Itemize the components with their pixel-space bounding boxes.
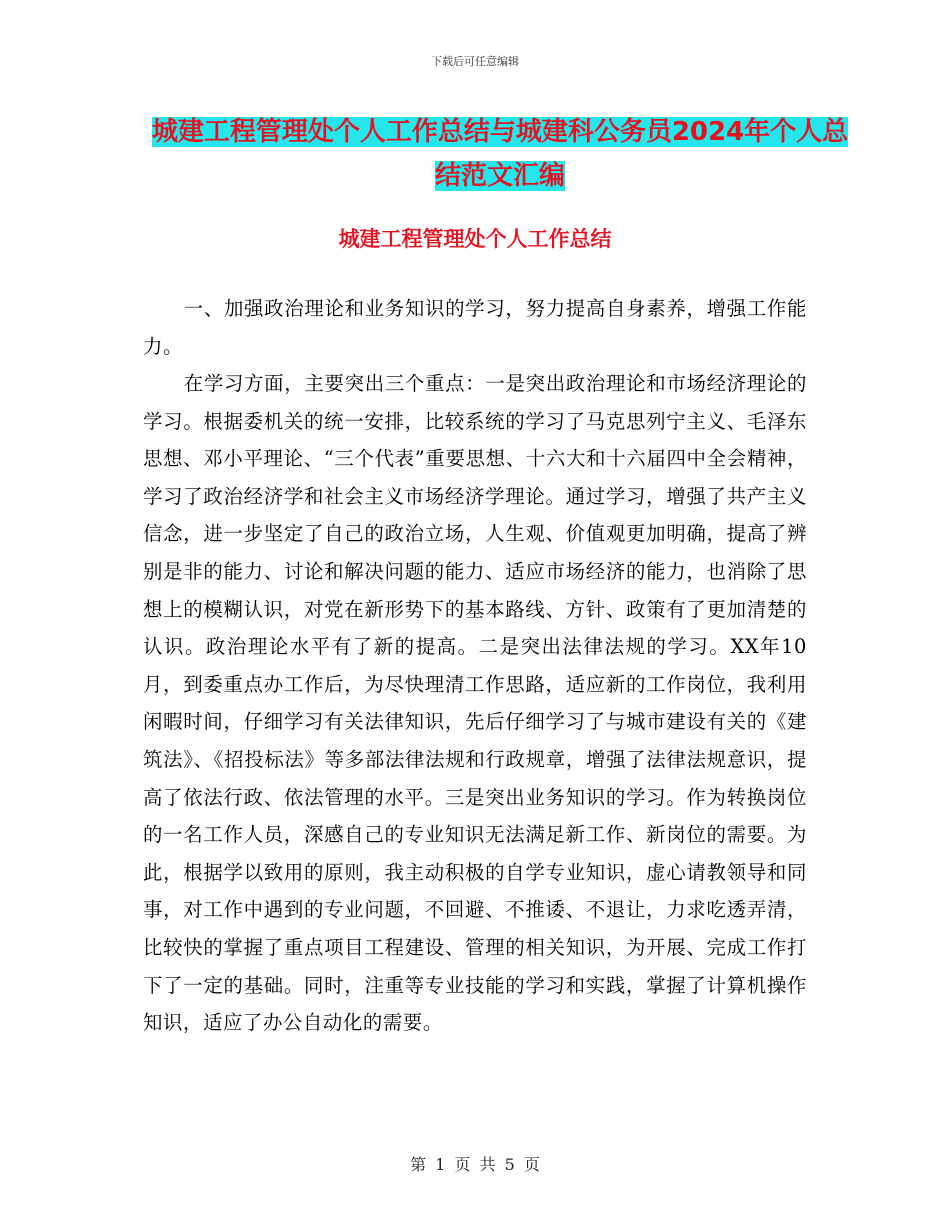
document-title (140, 110, 860, 198)
paragraph-2-block (143, 365, 807, 1042)
document-title-text: 城建工程管理处个人工作总结与城建科公务员2024年个人总结范文汇编 (151, 117, 849, 191)
header-note: 下载后可任意编辑 (431, 55, 519, 68)
paragraph-1: 一、加强政治理论和业务知识的学习，努力提高自身素养，增强工作能力。 (143, 297, 807, 358)
paragraph-1-block (143, 290, 807, 365)
page-number: 第 1 页 共 5 页 (410, 1155, 540, 1174)
paragraph-2: 在学习方面，主要突出三个重点：一是突出政治理论和市场经济理论的学习。根据委机关的统一安排，比较系统的学习了马克思列宁主义、毛泽东思想、邓小平理论、“三个代表”重要思想、十六大和十六届四中全会精神，学习了政治经济学和社会主义市场经济学理论。通过学习，增强了共产主义信念，进一步坚定了自己的政治立场，人生观、价值观更加明确，提高了辨别是非的能力、讨论和解决问题的能力、适应市场经济的能力，也消除了思想上的模糊认识，对党在新形势下的基本路线、方针、政策有了更加清楚的认识。政治理论水平有了新的提高。二是突出法律法规的学习。XX年10月，到委重点办工作后，为尽快理清工作思路，适应新的工作岗位，我利用闲暇时间，仔细学习有关法律知识，先后仔细学习了与城市建设有关的《建筑法》、《招投标法》等多部法律法规和行政规章，增强了法律法规意识，提高了依法行政、依法管理的水平。三是突出业务知识的学习。作为转换岗位的一名工作人员，深感自己的专业知识无法满足新工作、新岗位的需要。为此，根据学以致用的原则，我主动积极的自学专业知识，虚心请教领导和同事，对工作中遇到的专业问题，不回避、不推诿、不退让，力求吃透弄清，比较快的掌握了重点项目工程建设、管理的相关知识，为开展、完成工作打下了一定的基础。同时，注重等专业技能的学习和实践，掌握了计算机操作知识，适应了办公自动化的需要。 (143, 372, 807, 1035)
section-title: 城建工程管理处个人工作总结 (338, 227, 612, 251)
